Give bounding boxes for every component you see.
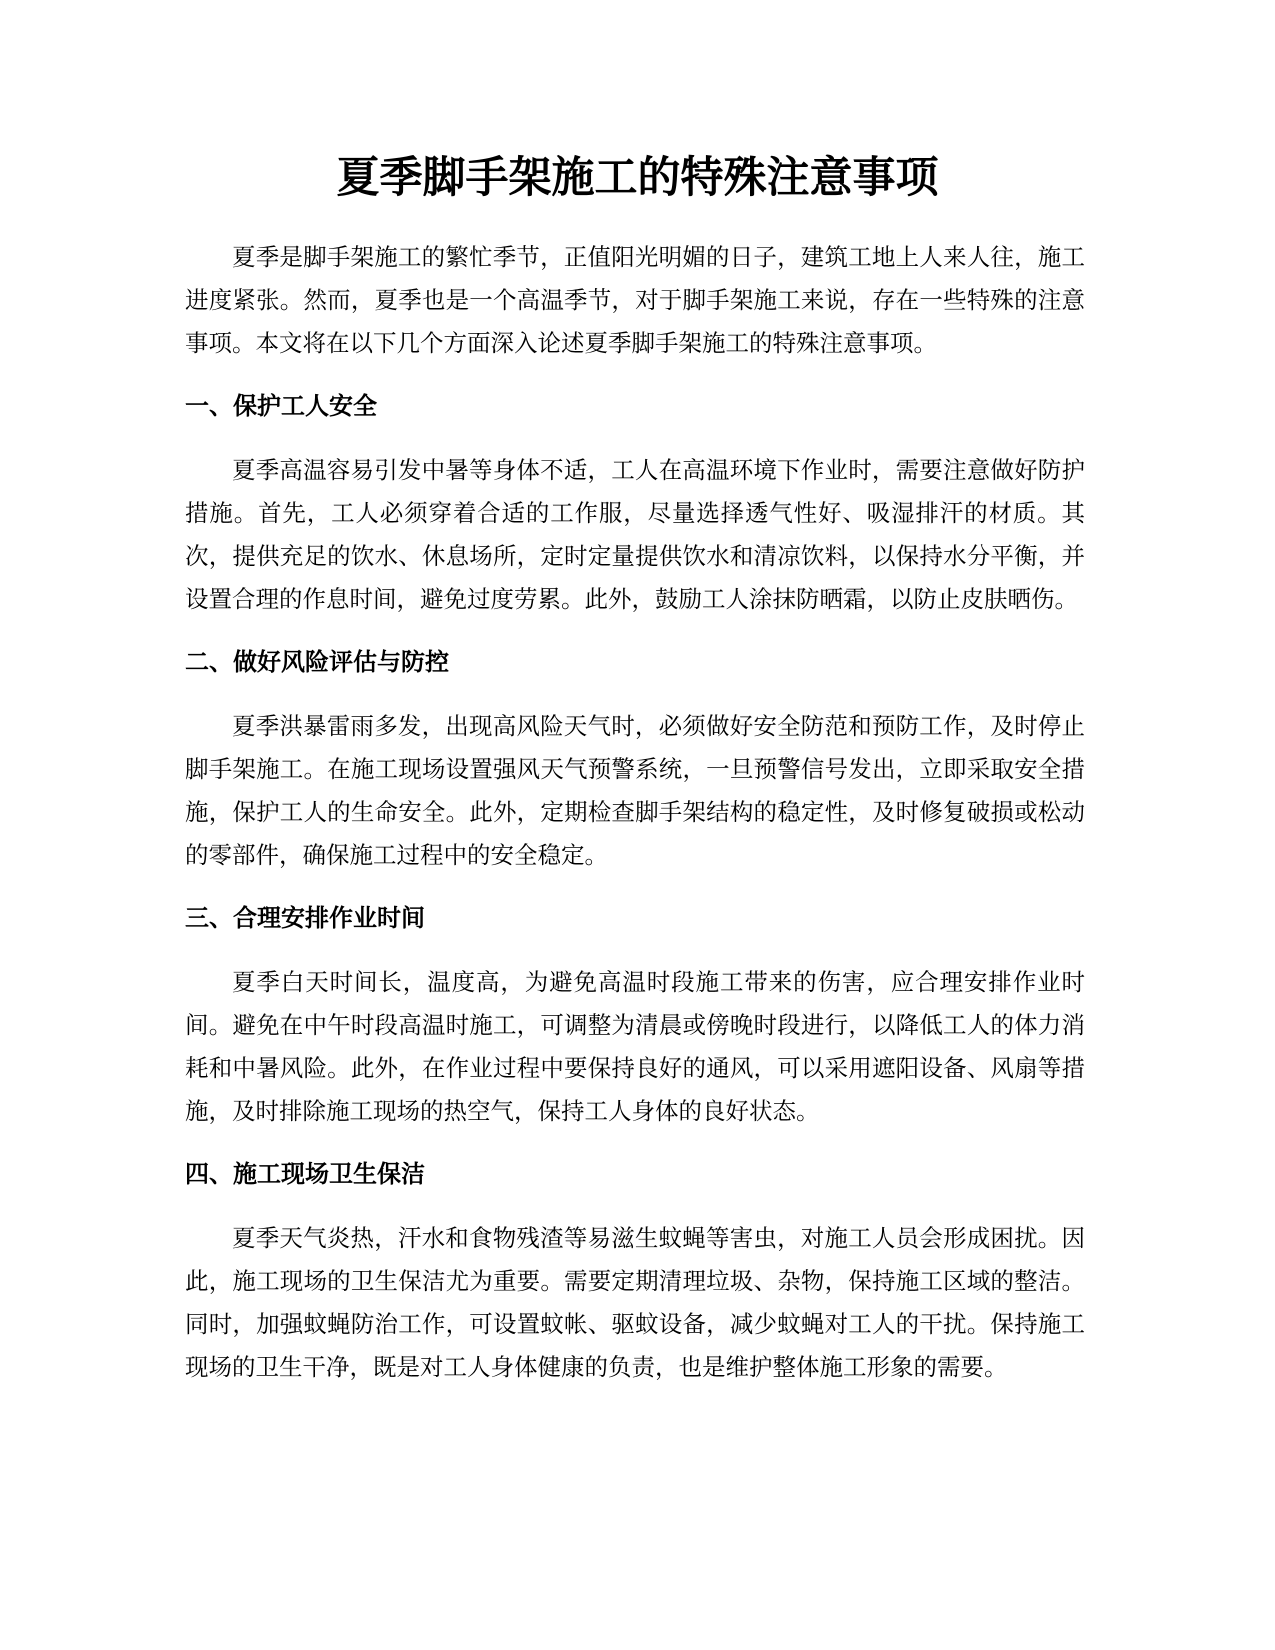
section-heading: 四、施工现场卫生保洁 (185, 1160, 425, 1188)
section-paragraph: 夏季白天时间长，温度高，为避免高温时段施工带来的伤害，应合理安排作业时间。避免在中午时段高温时施工，可调整为清晨或傍晚时段进行，以降低工人的体力消耗和中暑风险。此外，在作业过程中要保持良好的通风，可以采用遮阳设备、风扇等措施，及时排除施工现场的热空气，保持工人身体的良好状态。 (185, 968, 1085, 1125)
document-body (185, 236, 1085, 1389)
section-1 (185, 389, 1085, 621)
section-2 (185, 645, 1085, 877)
section-3 (185, 901, 1085, 1133)
section-paragraph: 夏季天气炎热，汗水和食物残渣等易滋生蚊蝇等害虫，对施工人员会形成困扰。因此，施工现场的卫生保洁尤为重要。需要定期清理垃圾、杂物，保持施工区域的整洁。同时，加强蚊蝇防治工作，可设置蚊帐、驱蚊设备，减少蚊蝇对工人的干扰。保持施工现场的卫生干净，既是对工人身体健康的负责，也是维护整体施工形象的需要。 (185, 1224, 1085, 1381)
section-paragraph: 夏季洪暴雷雨多发，出现高风险天气时，必须做好安全防范和预防工作，及时停止脚手架施工。在施工现场设置强风天气预警系统，一旦预警信号发出，立即采取安全措施，保护工人的生命安全。此外，定期检查脚手架结构的稳定性，及时修复破损或松动的零部件，确保施工过程中的安全稳定。 (185, 712, 1085, 869)
document-title: 夏季脚手架施工的特殊注意事项 (336, 153, 939, 203)
section-4 (185, 1157, 1085, 1389)
intro-paragraph: 夏季是脚手架施工的繁忙季节，正值阳光明媚的日子，建筑工地上人来人往，施工进度紧张。然而，夏季也是一个高温季节，对于脚手架施工来说，存在一些特殊的注意事项。本文将在以下几个方面深入论述夏季脚手架施工的特殊注意事项。 (185, 243, 1085, 357)
section-heading: 一、保护工人安全 (185, 392, 377, 420)
section-heading: 二、做好风险评估与防控 (185, 648, 449, 676)
section-heading: 三、合理安排作业时间 (185, 904, 425, 932)
section-paragraph: 夏季高温容易引发中暑等身体不适，工人在高温环境下作业时，需要注意做好防护措施。首先，工人必须穿着合适的工作服，尽量选择透气性好、吸湿排汗的材质。其次，提供充足的饮水、休息场所，定时定量提供饮水和清凉饮料，以保持水分平衡，并设置合理的作息时间，避免过度劳累。此外，鼓励工人涂抹防晒霜，以防止皮肤晒伤。 (185, 456, 1085, 613)
